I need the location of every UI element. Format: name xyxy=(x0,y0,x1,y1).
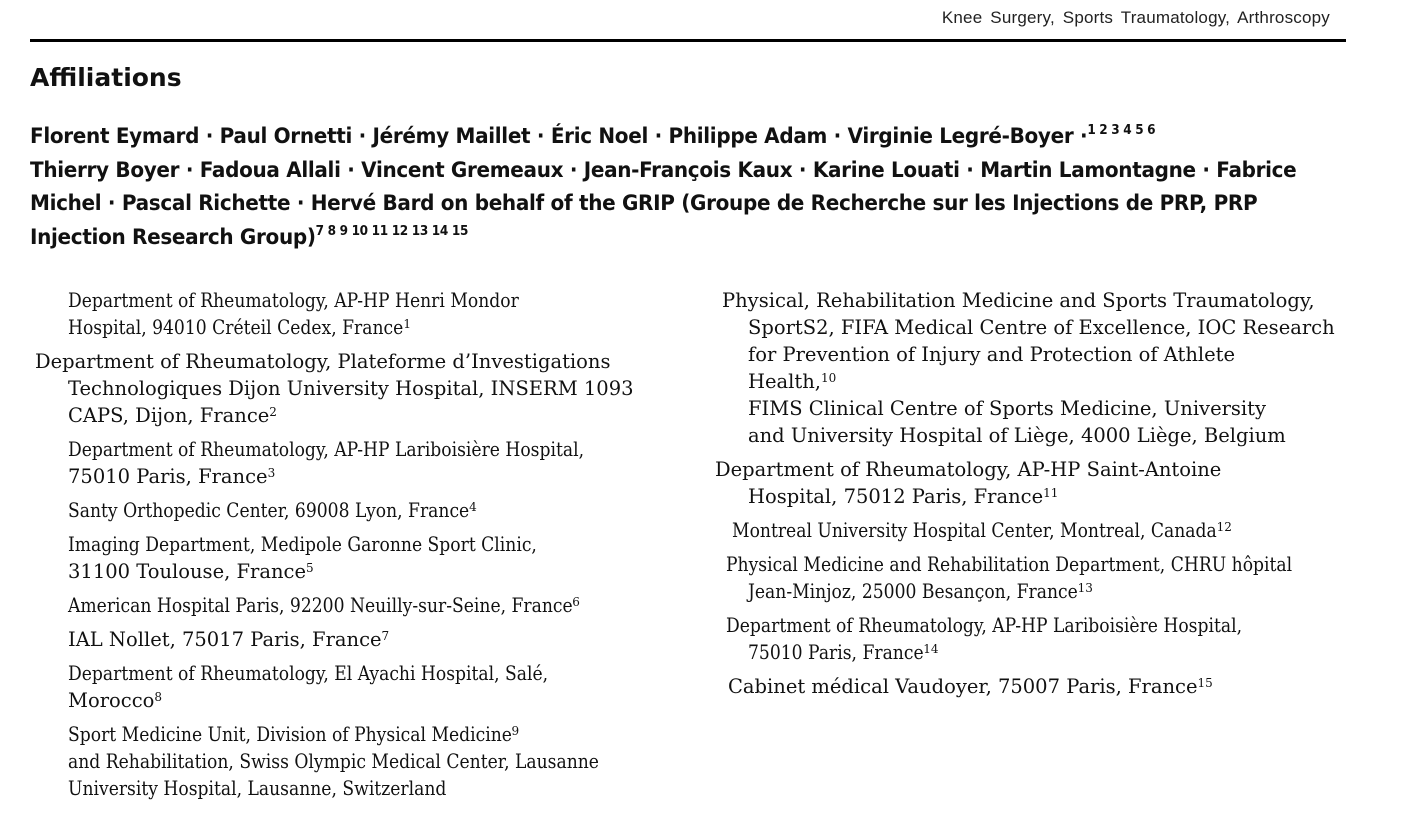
affiliation-line xyxy=(32,592,652,619)
affiliation-number: 8 xyxy=(154,690,162,704)
affiliation-line xyxy=(32,660,652,687)
affiliation-5 xyxy=(32,531,652,585)
author-affiliation-refs-2: 7 8 9 10 11 12 13 14 15 xyxy=(315,223,469,239)
affiliation-10 xyxy=(712,287,1335,449)
affiliation-13 xyxy=(712,551,1332,605)
affiliation-line xyxy=(712,578,1332,605)
affiliation-line xyxy=(32,314,652,341)
affiliation-line xyxy=(32,626,652,653)
affiliation-line xyxy=(32,531,652,558)
affiliation-text: University Hospital, Lausanne, Switzerland xyxy=(68,777,447,800)
affiliation-number: 6 xyxy=(572,595,580,609)
affiliation-text: Department of Rheumatology, El Ayachi Hospital, Salé, xyxy=(68,662,549,685)
affiliation-line xyxy=(32,287,652,314)
affiliation-14 xyxy=(712,612,1332,666)
affiliation-number: 14 xyxy=(923,642,939,656)
affiliation-number: 7 xyxy=(381,629,390,643)
affiliation-line xyxy=(32,436,652,463)
affiliation-number: 13 xyxy=(1077,581,1093,595)
author-line-1: Florent Eymard · Paul Ornetti · Jérémy Maillet · Éric Noel · Philippe Adam · Virginie Legré-Boyer · xyxy=(30,124,1088,149)
affiliation-line xyxy=(712,287,1332,314)
affiliation-text: Technologiques Dijon University Hospital, INSERM 1093 xyxy=(68,377,634,400)
affiliation-1 xyxy=(32,287,652,341)
affiliation-3 xyxy=(32,436,652,490)
affiliation-line xyxy=(32,402,652,429)
affiliation-4 xyxy=(32,497,652,524)
affiliation-line xyxy=(712,314,1335,341)
affiliations-right-column xyxy=(712,287,1335,707)
affiliation-number: 12 xyxy=(1216,520,1232,534)
affiliation-number: 9 xyxy=(511,724,520,738)
affiliation-line xyxy=(32,375,652,402)
affiliation-line xyxy=(32,497,652,524)
affiliation-number: 1 xyxy=(403,317,411,331)
affiliation-text: IAL Nollet, 75017 Paris, France xyxy=(68,628,382,651)
affiliation-text: American Hospital Paris, 92200 Neuilly-sur-Seine, France xyxy=(68,594,573,617)
affiliation-text: Department of Rheumatology, AP-HP Henri Mondor xyxy=(68,289,519,312)
affiliation-line xyxy=(32,463,652,490)
affiliation-line xyxy=(712,368,1332,395)
affiliation-8 xyxy=(32,660,652,714)
affiliation-line xyxy=(32,748,652,775)
affiliation-line xyxy=(32,687,652,714)
affiliation-line xyxy=(712,341,1332,368)
author-affiliation-refs-1: 1 2 3 4 5 6 xyxy=(1087,123,1156,138)
affiliation-number: 15 xyxy=(1197,676,1213,690)
affiliation-12 xyxy=(712,517,1332,544)
affiliations-left-column xyxy=(32,287,652,809)
affiliation-text: Physical Medicine and Rehabilitation Department, CHRU hôpital xyxy=(726,553,1293,576)
affiliation-number: 10 xyxy=(821,371,837,385)
affiliation-text: Health, xyxy=(748,370,822,393)
journal-title: Knee Surgery, Sports Traumatology, Arthroscopy xyxy=(941,8,1330,27)
affiliation-text: Hospital, 75012 Paris, France xyxy=(748,485,1044,508)
affiliation-line xyxy=(712,456,1332,483)
affiliation-6 xyxy=(32,592,652,619)
author-line-2: Thierry Boyer · Fadoua Allali · Vincent Gremeaux · Jean-François Kaux · Karine Louati · Martin Lamontagne · Fabrice Michel · Pascal Richette · Hervé Bard on behalf of the GRIP (Groupe de Recherche sur les Injections de PRP, PRP Injection Research Group) xyxy=(30,157,1297,250)
affiliation-text: Department of Rheumatology, AP-HP Lariboisière Hospital, xyxy=(68,438,585,461)
affiliation-line xyxy=(32,721,652,748)
affiliation-line xyxy=(712,673,1332,700)
affiliation-text: Montreal University Hospital Center, Montreal, Canada xyxy=(732,519,1217,542)
affiliation-line xyxy=(712,639,1332,666)
affiliation-text: Sport Medicine Unit, Division of Physical Medicine xyxy=(68,723,512,746)
affiliation-9 xyxy=(32,721,652,802)
affiliation-text: Jean-Minjoz, 25000 Besançon, France xyxy=(748,580,1078,603)
affiliation-number: 3 xyxy=(267,466,276,480)
affiliation-2 xyxy=(32,348,652,429)
affiliation-11 xyxy=(712,456,1332,510)
affiliation-number: 11 xyxy=(1043,486,1059,500)
affiliation-text: Physical, Rehabilitation Medicine and Sports Traumatology, xyxy=(722,289,1315,312)
affiliation-text: 75010 Paris, France xyxy=(748,641,924,664)
affiliation-text: and University Hospital of Liège, 4000 Liège, Belgium xyxy=(748,424,1286,447)
author-list xyxy=(30,120,1346,254)
affiliation-line xyxy=(712,483,1332,510)
affiliation-text: for Prevention of Injury and Protection of Athlete xyxy=(748,343,1236,366)
affiliation-text: 75010 Paris, France xyxy=(68,465,268,488)
affiliation-line xyxy=(712,395,1332,422)
header-rule xyxy=(30,39,1346,42)
affiliation-line xyxy=(712,422,1332,449)
affiliation-text: CAPS, Dijon, France xyxy=(68,404,270,427)
affiliation-text: Department of Rheumatology, Plateforme d’Investigations xyxy=(35,350,611,373)
affiliation-line xyxy=(712,551,1332,578)
affiliation-text: FIMS Clinical Centre of Sports Medicine, University xyxy=(748,397,1267,420)
affiliation-line xyxy=(712,612,1332,639)
affiliation-text: Hospital, 94010 Créteil Cedex, France xyxy=(68,316,404,339)
affiliation-text: Department of Rheumatology, AP-HP Lariboisière Hospital, xyxy=(726,614,1243,637)
affiliation-text: Morocco xyxy=(68,689,155,712)
affiliation-line xyxy=(712,517,1332,544)
affiliation-text: 31100 Toulouse, France xyxy=(68,560,306,583)
affiliation-number: 5 xyxy=(306,561,314,575)
affiliation-7 xyxy=(32,626,652,653)
affiliation-text: and Rehabilitation, Swiss Olympic Medical Center, Lausanne xyxy=(68,750,599,773)
affiliation-text: SportS2, FIFA Medical Centre of Excellence, IOC Research xyxy=(748,316,1335,339)
affiliation-number: 2 xyxy=(269,405,277,419)
affiliation-text: Santy Orthopedic Center, 69008 Lyon, France xyxy=(68,499,470,522)
affiliation-15 xyxy=(712,673,1332,700)
affiliation-text: Department of Rheumatology, AP-HP Saint-Antoine xyxy=(715,458,1222,481)
section-heading: Affiliations xyxy=(30,63,182,92)
affiliation-text: Cabinet médical Vaudoyer, 75007 Paris, France xyxy=(728,675,1198,698)
affiliation-line xyxy=(32,348,652,375)
affiliation-line xyxy=(32,558,652,585)
affiliation-line xyxy=(32,775,652,802)
affiliation-number: 4 xyxy=(469,500,477,514)
affiliation-text: Imaging Department, Medipole Garonne Sport Clinic, xyxy=(68,533,537,556)
